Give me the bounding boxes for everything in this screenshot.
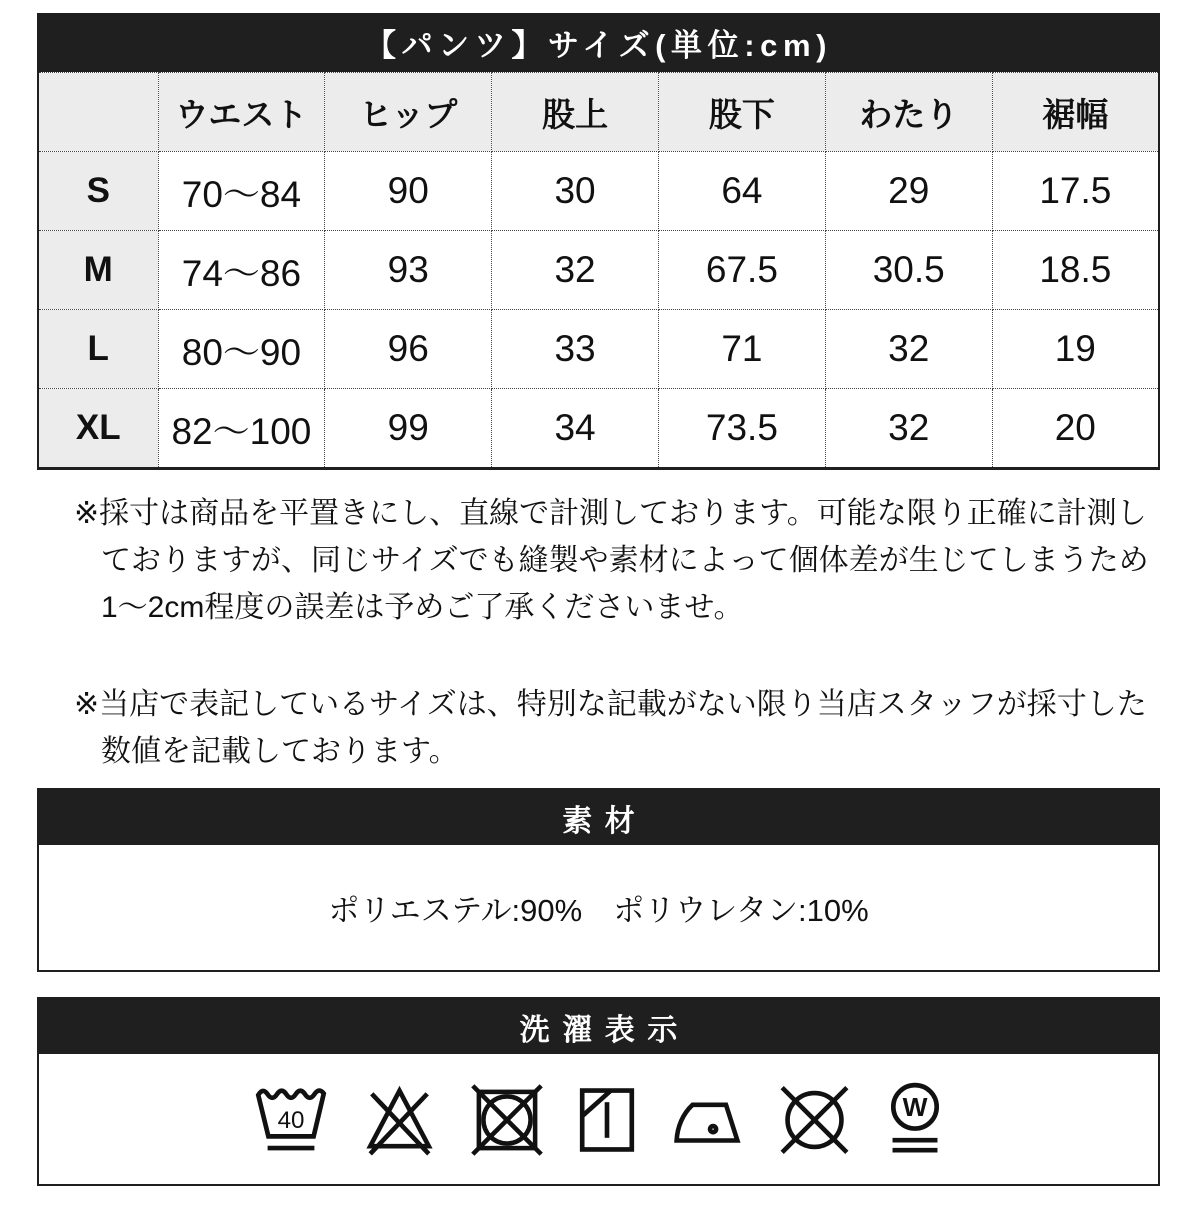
wet-clean-very-mild-icon xyxy=(884,1074,946,1166)
note-line: 数値を記載しております。 xyxy=(101,735,459,768)
cell-s-hip: 90 xyxy=(325,152,492,231)
cell-xl-hip: 99 xyxy=(325,389,492,469)
material-section xyxy=(37,788,1160,972)
cell-m-waist: 74〜86 xyxy=(158,231,325,310)
col-header-inseam: 股下 xyxy=(658,73,825,152)
col-header-hip: ヒップ xyxy=(325,73,492,152)
line-dry-in-shade-icon xyxy=(576,1074,638,1166)
cell-m-inseam: 67.5 xyxy=(658,231,825,310)
cell-m-hip: 93 xyxy=(325,231,492,310)
table-row-s xyxy=(38,152,1159,231)
cell-s-inseam: 64 xyxy=(658,152,825,231)
cell-m-rise: 32 xyxy=(492,231,659,310)
note-line: ※採寸は商品を平置きにし、直線で計測しております。可能な限り正確に計測し xyxy=(74,497,1147,530)
note-measurement-accuracy xyxy=(37,490,1160,631)
cell-s-hem: 17.5 xyxy=(992,152,1159,231)
svg-text:W: W xyxy=(902,1092,927,1123)
pants-size-title-band xyxy=(37,13,1160,72)
svg-text:40: 40 xyxy=(277,1106,304,1134)
material-section-band xyxy=(39,790,1158,845)
measurement-notes xyxy=(37,490,1160,775)
table-row-l xyxy=(38,310,1159,389)
cell-l-thigh: 32 xyxy=(825,310,992,389)
note-line: ※当店で表記しているサイズは、特別な記載がない限り当店スタッフが採寸した xyxy=(74,688,1147,721)
cell-xl-thigh: 32 xyxy=(825,389,992,469)
cell-xl-rise: 34 xyxy=(492,389,659,469)
size-label-l: L xyxy=(38,310,158,389)
laundry-icons-row xyxy=(39,1054,1158,1184)
cell-xl-hem: 20 xyxy=(992,389,1159,469)
corner-cell xyxy=(38,73,158,152)
material-section-title: 素材 xyxy=(562,804,648,838)
material-composition: ポリエステル:90% ポリウレタン:10% xyxy=(328,893,869,928)
washing-section-title: 洗濯表示 xyxy=(519,1013,690,1047)
table-header-row xyxy=(38,73,1159,152)
col-header-hem: 裾幅 xyxy=(992,73,1159,152)
cell-xl-waist: 82〜100 xyxy=(158,389,325,469)
note-line: 1〜2cm程度の誤差は予めご了承くださいませ。 xyxy=(101,591,744,624)
wash-40-mild-icon xyxy=(252,1074,330,1166)
cell-s-thigh: 29 xyxy=(825,152,992,231)
table-row-m xyxy=(38,231,1159,310)
iron-low-icon xyxy=(669,1074,745,1166)
material-content xyxy=(39,845,1158,970)
table-row-xl xyxy=(38,389,1159,469)
cell-l-hip: 96 xyxy=(325,310,492,389)
cell-s-rise: 30 xyxy=(492,152,659,231)
pants-size-title: 【パンツ】サイズ(単位:cm) xyxy=(365,28,832,63)
washing-section-band xyxy=(39,999,1158,1054)
cell-xl-inseam: 73.5 xyxy=(658,389,825,469)
cell-l-rise: 33 xyxy=(492,310,659,389)
cell-m-hem: 18.5 xyxy=(992,231,1159,310)
size-table xyxy=(37,72,1160,470)
washing-section xyxy=(37,997,1160,1186)
col-header-thigh: わたり xyxy=(825,73,992,152)
cell-m-thigh: 30.5 xyxy=(825,231,992,310)
cell-l-inseam: 71 xyxy=(658,310,825,389)
size-label-xl: XL xyxy=(38,389,158,469)
do-not-tumble-dry-icon xyxy=(469,1074,545,1166)
cell-l-hem: 19 xyxy=(992,310,1159,389)
cell-s-waist: 70〜84 xyxy=(158,152,325,231)
size-label-s: S xyxy=(38,152,158,231)
do-not-dry-clean-icon xyxy=(776,1074,853,1166)
note-line: ておりますが、同じサイズでも縫製や素材によって個体差が生じてしまうため xyxy=(101,544,1149,577)
size-label-m: M xyxy=(38,231,158,310)
col-header-rise: 股上 xyxy=(492,73,659,152)
cell-l-waist: 80〜90 xyxy=(158,310,325,389)
note-staff-measured xyxy=(37,681,1160,775)
do-not-bleach-icon xyxy=(361,1074,438,1166)
col-header-waist: ウエスト xyxy=(158,73,325,152)
size-chart-sheet xyxy=(37,13,1160,1186)
